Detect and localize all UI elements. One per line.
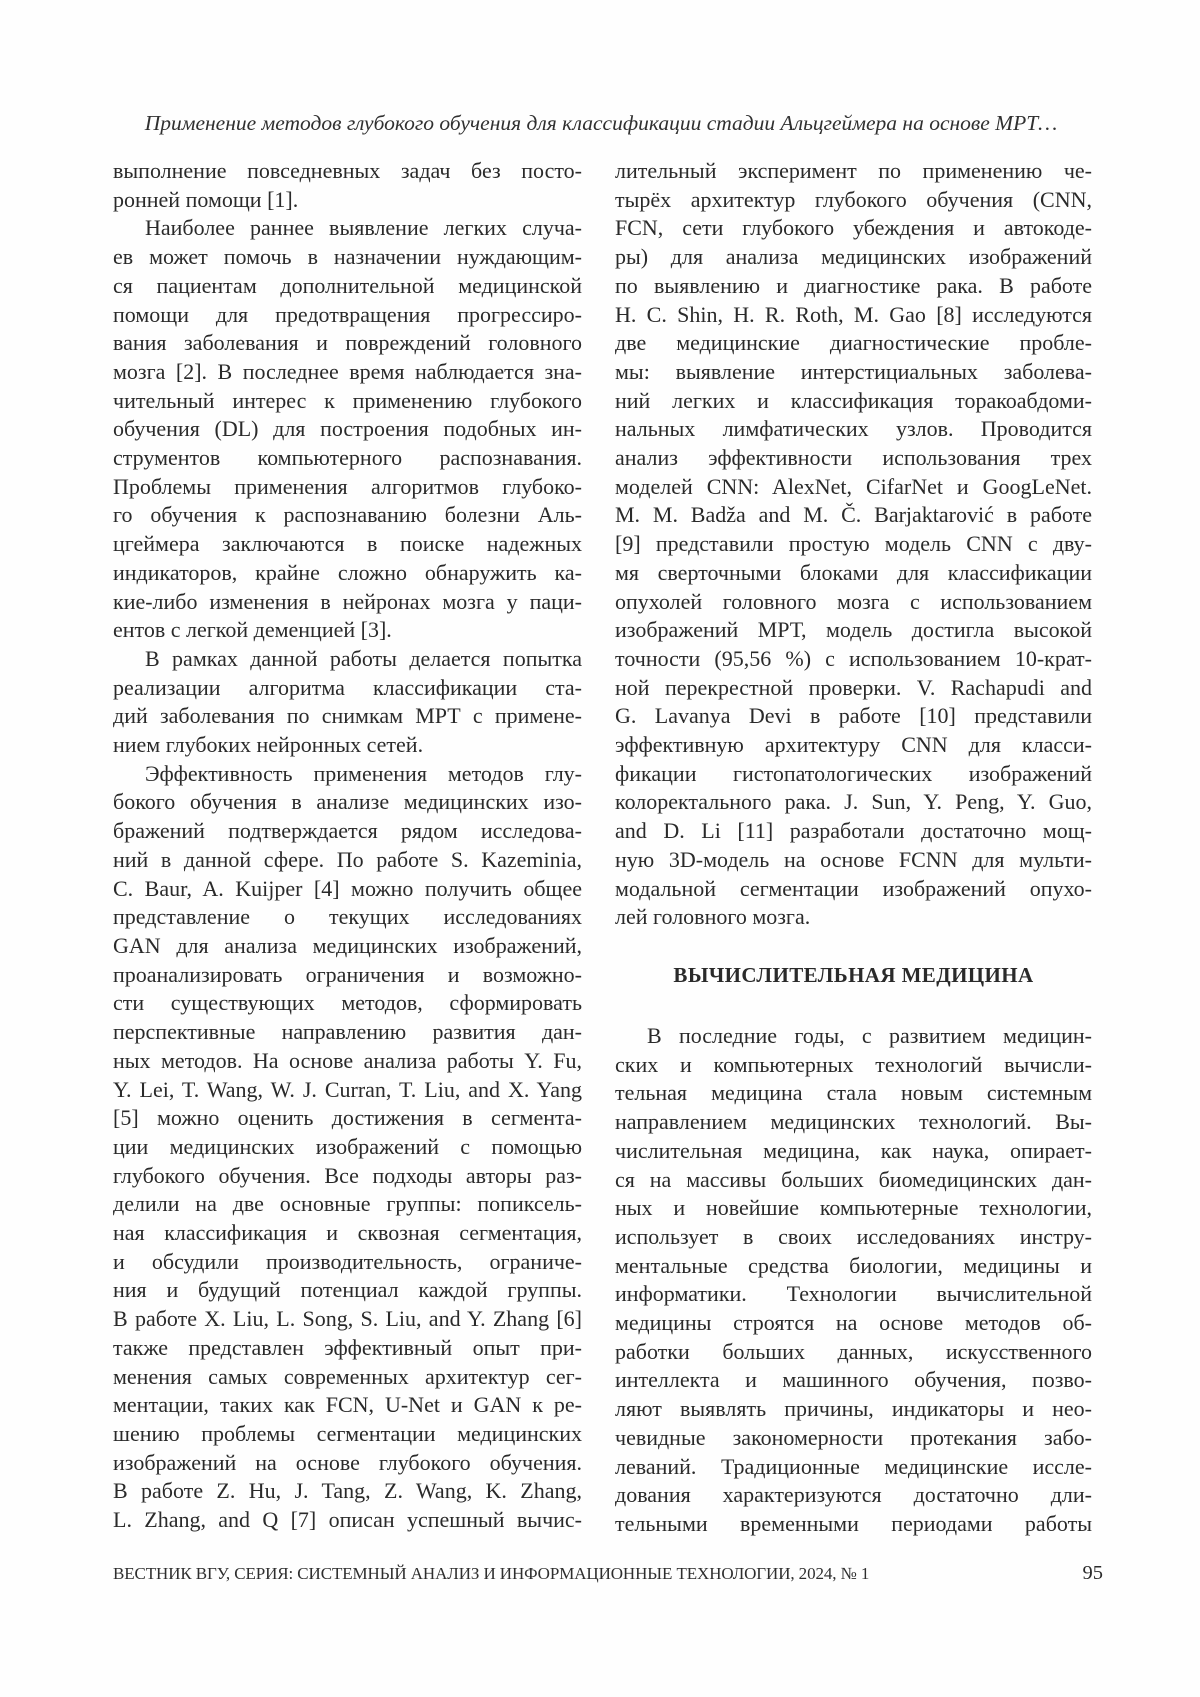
- text-line: колоректального рака. J. Sun, Y. Peng, Y. Guo,: [615, 789, 1092, 815]
- text-line: [9] представили простую модель CNN с дву-: [615, 531, 1092, 557]
- text-line: H. C. Shin, H. R. Roth, M. Gao [8] исследуются: [615, 301, 1092, 327]
- text-line: перспективные направлению развития дан-: [113, 1019, 582, 1045]
- text-line: ции медицинских изображений с помощью: [113, 1133, 582, 1159]
- text-line: [5] можно оценить достижения в сегмента-: [113, 1105, 582, 1131]
- text-line: изображений на основе глубокого обучения.: [113, 1449, 582, 1475]
- text-line: ных методов. На основе анализа работы Y. Fu,: [113, 1047, 582, 1073]
- text-line: обучения (DL) для построения подобных ин-: [113, 416, 582, 442]
- text-line: модальной сегментации изображений опухо-: [615, 875, 1092, 901]
- text-line: струментов компьютерного распознавания.: [113, 445, 582, 471]
- text-line: В рамках данной работы делается попытка: [145, 645, 582, 671]
- text-line: использует в своих исследованиях инстру-: [615, 1223, 1092, 1249]
- text-line: В работе X. Liu, L. Song, S. Liu, and Y. Zhang [6]: [113, 1306, 582, 1332]
- text-line: изображений МРТ, модель достигла высокой: [615, 617, 1092, 643]
- text-line: ся пациентам дополнительной медицинской: [113, 272, 582, 298]
- text-line: ентов с легкой деменцией [3].: [113, 617, 392, 643]
- text-line: и обсудили производительность, ограниче-: [113, 1248, 582, 1274]
- text-line: по выявлению и диагностике рака. В работе: [615, 272, 1092, 298]
- text-line: нальных лимфатических узлов. Проводится: [615, 416, 1092, 442]
- text-line: нием глубоких нейронных сетей.: [113, 732, 424, 758]
- left-column: [113, 157, 582, 1539]
- text-line: также представлен эффективный опыт при-: [113, 1334, 582, 1360]
- text-line: числительная медицина, как наука, опирает-: [615, 1137, 1092, 1163]
- text-line: лительный эксперимент по применению че-: [615, 158, 1092, 183]
- text-line: чевидные закономерности протекания забо-: [615, 1424, 1092, 1450]
- text-line: ся на массивы больших биомедицинских дан-: [615, 1166, 1092, 1192]
- text-line: ских и компьютерных технологий вычисли-: [615, 1051, 1092, 1077]
- section-heading: ВЫЧИСЛИТЕЛЬНАЯ МЕДИЦИНА: [673, 962, 1034, 987]
- text-line: C. Baur, A. Kuijper [4] можно получить общее: [113, 875, 582, 901]
- text-line: ронней помощи [1].: [113, 186, 299, 212]
- page-footer: [113, 1562, 1103, 1585]
- text-line: менения самых современных архитектур сег-: [113, 1363, 582, 1389]
- text-line: В работе Z. Hu, J. Tang, Z. Wang, K. Zhang,: [113, 1478, 582, 1504]
- journal-title: ВЕСТНИК ВГУ, СЕРИЯ: СИСТЕМНЫЙ АНАЛИЗ И ИНФОРМАЦИОННЫЕ ТЕХНОЛОГИИ, 2024, № 1: [113, 1564, 870, 1583]
- text-line: индикаторов, крайне сложно обнаружить ка-: [113, 559, 582, 585]
- text-line: GAN для анализа медицинских изображений,: [113, 932, 582, 958]
- text-line: ной перекрестной проверки. V. Rachapudi and: [615, 674, 1092, 700]
- right-column: [615, 157, 1092, 1539]
- text-line: ную 3D-модель на основе FCNN для мульти-: [615, 846, 1092, 872]
- text-columns: [113, 157, 1092, 1539]
- text-line: дий заболевания по снимкам МРТ с примене-: [113, 703, 582, 729]
- text-line: ния и будущий потенциал каждой группы.: [113, 1277, 582, 1303]
- text-line: мя сверточными блоками для классификации: [615, 559, 1092, 585]
- text-line: M. M. Badža and M. Č. Barjaktarović в работе: [615, 502, 1092, 528]
- text-line: проанализировать ограничения и возможно-: [113, 961, 582, 987]
- text-line: помощи для предотвращения прогрессиро-: [113, 301, 582, 327]
- text-line: тельными временными периодами работы: [615, 1510, 1092, 1536]
- text-line: сти существующих методов, сформировать: [113, 990, 582, 1016]
- text-line: кие-либо изменения в нейронах мозга у паци-: [113, 588, 582, 614]
- text-line: моделей CNN: AlexNet, CifarNet и GoogLeNet.: [615, 473, 1092, 499]
- text-line: цгеймера заключаются в поиске надежных: [113, 531, 582, 557]
- text-line: and D. Li [11] разработали достаточно мощ-: [615, 818, 1092, 844]
- text-line: G. Lavanya Devi в работе [10] представили: [615, 703, 1092, 729]
- text-line: мозга [2]. В последнее время наблюдается зна-: [113, 358, 582, 384]
- text-line: эффективную архитектуру CNN для класси-: [615, 732, 1092, 758]
- text-line: дования характеризуются достаточно дли-: [615, 1482, 1092, 1508]
- text-line: информатики. Технологии вычислительной: [615, 1281, 1092, 1307]
- text-line: В последние годы, с развитием медицин-: [647, 1022, 1092, 1048]
- text-line: глубокого обучения. Все подходы авторы раз-: [113, 1162, 582, 1188]
- text-line: Эффективность применения методов глу-: [145, 760, 582, 786]
- text-line: го обучения к распознаванию болезни Аль-: [113, 502, 582, 528]
- text-line: тельная медицина стала новым системным: [615, 1080, 1092, 1106]
- text-line: бражений подтверждается рядом исследова-: [113, 818, 582, 844]
- text-line: лей головного мозга.: [615, 904, 811, 930]
- text-line: представление о текущих исследованиях: [113, 904, 582, 930]
- text-line: FCN, сети глубокого убеждения и автокоде-: [615, 215, 1092, 241]
- text-line: две медицинские диагностические пробле-: [615, 330, 1092, 356]
- text-line: ев может помочь в назначении нуждающим-: [113, 244, 582, 270]
- text-line: работки больших данных, искусственного: [615, 1338, 1092, 1364]
- text-line: бокого обучения в анализе медицинских изо-: [113, 789, 582, 815]
- text-line: ры) для анализа медицинских изображений: [615, 244, 1092, 270]
- text-line: ных и новейшие компьютерные технологии,: [615, 1195, 1092, 1221]
- text-line: выполнение повседневных задач без посто-: [113, 158, 582, 183]
- text-line: делили на две основные группы: попиксель-: [113, 1191, 582, 1217]
- running-head: Применение методов глубокого обучения для классификации стадии Альцгеймера на основе МРТ…: [144, 111, 1058, 135]
- text-line: Y. Lei, T. Wang, W. J. Curran, T. Liu, and X. Yang: [113, 1076, 582, 1102]
- text-line: фикации гистопатологических изображений: [615, 760, 1092, 786]
- text-line: ная классификация и сквозная сегментация,: [113, 1220, 582, 1246]
- text-line: ний в данной сфере. По работе S. Kazeminia,: [113, 846, 582, 872]
- text-line: Наиболее раннее выявление легких случа-: [145, 215, 582, 241]
- text-line: направлением медицинских технологий. Вы-: [615, 1109, 1092, 1135]
- text-line: ний легких и классификация торакоабдоми-: [615, 387, 1092, 413]
- text-line: ляют выявлять причины, индикаторы и нео-: [615, 1396, 1092, 1422]
- text-line: L. Zhang, and Q [7] описан успешный вычис-: [113, 1507, 582, 1533]
- text-line: ментации, таких как FCN, U-Net и GAN к ре-: [113, 1392, 582, 1418]
- text-line: мы: выявление интерстициальных заболева-: [615, 358, 1092, 384]
- text-line: медицины строятся на основе методов об-: [615, 1310, 1092, 1336]
- text-line: точности (95,56 %) с использованием 10-крат-: [615, 645, 1092, 671]
- text-line: вания заболевания и повреждений головного: [113, 330, 582, 356]
- text-line: Проблемы применения алгоритмов глубоко-: [113, 473, 582, 499]
- text-line: реализации алгоритма классификации ста-: [113, 674, 582, 700]
- text-line: тырёх архитектур глубокого обучения (CNN,: [615, 186, 1092, 212]
- page-number: 95: [1082, 1562, 1103, 1584]
- text-line: анализ эффективности использования трех: [615, 445, 1092, 471]
- text-line: опухолей головного мозга с использованием: [615, 588, 1092, 614]
- text-line: шению проблемы сегментации медицинских: [113, 1420, 582, 1446]
- text-line: чительный интерес к применению глубокого: [113, 387, 582, 413]
- text-line: леваний. Традиционные медицинские иссле-: [615, 1453, 1092, 1479]
- text-line: ментальные средства биологии, медицины и: [615, 1252, 1092, 1278]
- text-line: интеллекта и машинного обучения, позво-: [615, 1367, 1092, 1393]
